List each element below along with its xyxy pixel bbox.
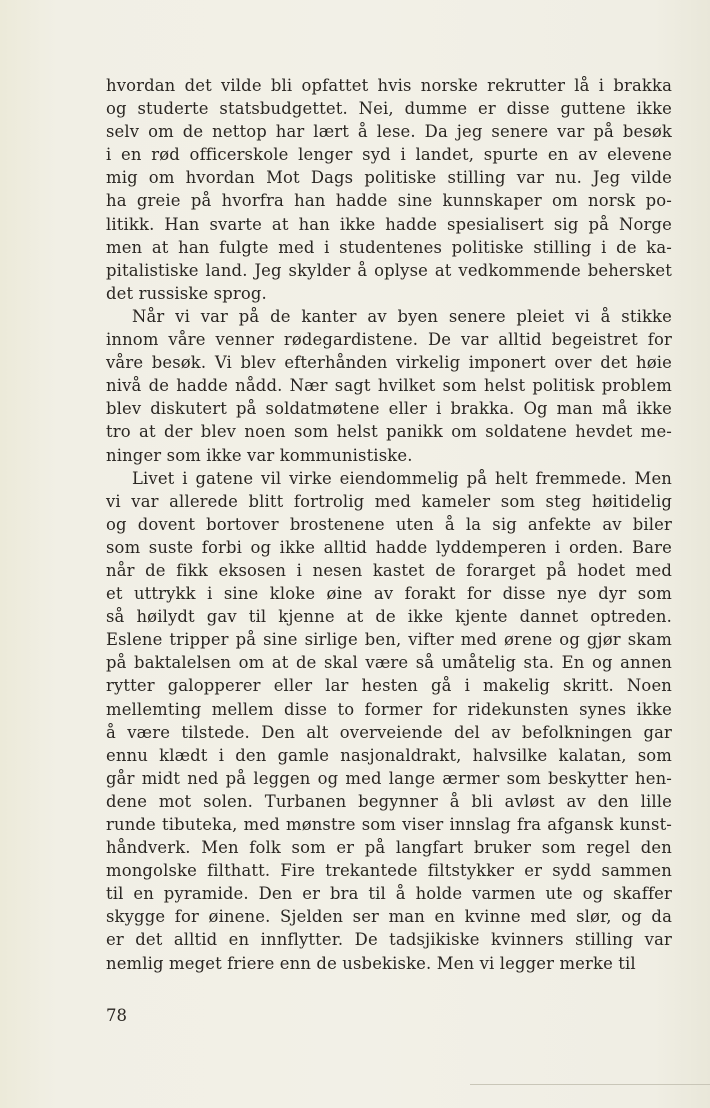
text-line: våre besøk. Vi blev efterhånden virkelig imponert over det høie: [106, 353, 672, 373]
page-edge: [470, 1084, 710, 1085]
text-line: ninger som ikke var kommunistiske.: [106, 445, 413, 465]
text-line: så høilydt gav til kjenne at de ikke kjente dannet optreden.: [106, 607, 672, 627]
text-line: hvordan det vilde bli opfattet hvis norske rekrutter lå i brakka: [106, 76, 672, 95]
text-line: når de fikk eksosen i nesen kastet de forarget på hodet med: [106, 560, 672, 580]
text-line: men at han fulgte med i studentenes politiske stilling i de ka-: [106, 237, 672, 257]
text-line: selv om de nettop har lært å lese. Da jeg senere var på besøk: [106, 122, 672, 142]
text-line: tro at der blev noen som helst panikk om soldatene hevdet me-: [106, 422, 672, 442]
text-line: som suste forbi og ikke alltid hadde lyddemperen i orden. Bare: [106, 537, 672, 557]
text-line: i en rød officerskole lenger syd i landet, spurte en av elevene: [106, 145, 672, 165]
text-line: går midt ned på leggen og med lange ærmer som beskytter hen-: [106, 768, 672, 788]
text-line: mellemting mellem disse to former for ridekunsten synes ikke: [106, 699, 672, 719]
text-line: Når vi var på de kanter av byen senere pleiet vi å stikke: [132, 306, 672, 326]
text-line: innom våre venner rødegardistene. De var alltid begeistret for: [106, 330, 672, 350]
text-line: mig om hvordan Mot Dags politiske stilling var nu. Jeg vilde: [106, 168, 672, 188]
text-line: pitalistiske land. Jeg skylder å oplyse at vedkommende behersket: [106, 260, 672, 280]
text-line: nemlig meget friere enn de usbekiske. Men vi legger merke til: [106, 953, 636, 973]
text-line: på baktalelsen om at de skal være så umåtelig sta. En og annen: [106, 653, 672, 673]
text-line: og dovent bortover brostenene uten å la sig anfekte av biler: [106, 514, 672, 534]
text-line: ennu klædt i den gamle nasjonaldrakt, halvsilke kalatan, som: [106, 745, 672, 765]
page-number: 78: [106, 1006, 127, 1025]
text-line: runde tibuteka, med mønstre som viser innslag fra afgansk kunst-: [106, 815, 672, 834]
text-line: rytter galopperer eller lar hesten gå i makelig skritt. Noen: [106, 676, 672, 696]
text-line: er det alltid en innflytter. De tadsjikiske kvinners stilling var: [106, 930, 672, 950]
text-line: ha greie på hvorfra han hadde sine kunnskaper om norsk po-: [106, 191, 672, 211]
text-line: Livet i gatene vil virke eiendommelig på helt fremmede. Men: [132, 468, 672, 488]
paragraph: [106, 305, 672, 467]
text-line: et uttrykk i sine kloke øine av forakt for disse nye dyr som: [106, 584, 672, 604]
paragraph: [106, 74, 672, 305]
text-line: vi var allerede blitt fortrolig med kameler som steg høitidelig: [106, 491, 672, 511]
text-line: det russiske sprog.: [106, 283, 267, 303]
paragraph: [106, 467, 672, 975]
text-line: håndverk. Men folk som er på langfart bruker som regel den: [106, 838, 672, 858]
body-text: [106, 74, 672, 975]
text-line: å være tilstede. Den alt overveiende del av befolkningen gar: [106, 722, 672, 742]
text-line: Eslene tripper på sine sirlige ben, vifter med ørene og gjør skam: [106, 630, 672, 650]
text-line: litikk. Han svarte at han ikke hadde spesialisert sig på Norge: [106, 214, 672, 234]
text-line: dene mot solen. Turbanen begynner å bli avløst av den lille: [106, 791, 672, 811]
text-line: skygge for øinene. Sjelden ser man en kvinne med slør, og da: [106, 907, 672, 927]
text-line: mongolske filthatt. Fire trekantede filtstykker er sydd sammen: [106, 861, 672, 881]
text-line: nivå de hadde nådd. Nær sagt hvilket som helst politisk problem: [106, 376, 672, 396]
text-line: og studerte statsbudgettet. Nei, dumme er disse guttene ikke: [106, 99, 672, 119]
text-line: blev diskutert på soldatmøtene eller i brakka. Og man må ikke: [106, 399, 672, 419]
text-line: til en pyramide. Den er bra til å holde varmen ute og skaffer: [106, 884, 672, 904]
